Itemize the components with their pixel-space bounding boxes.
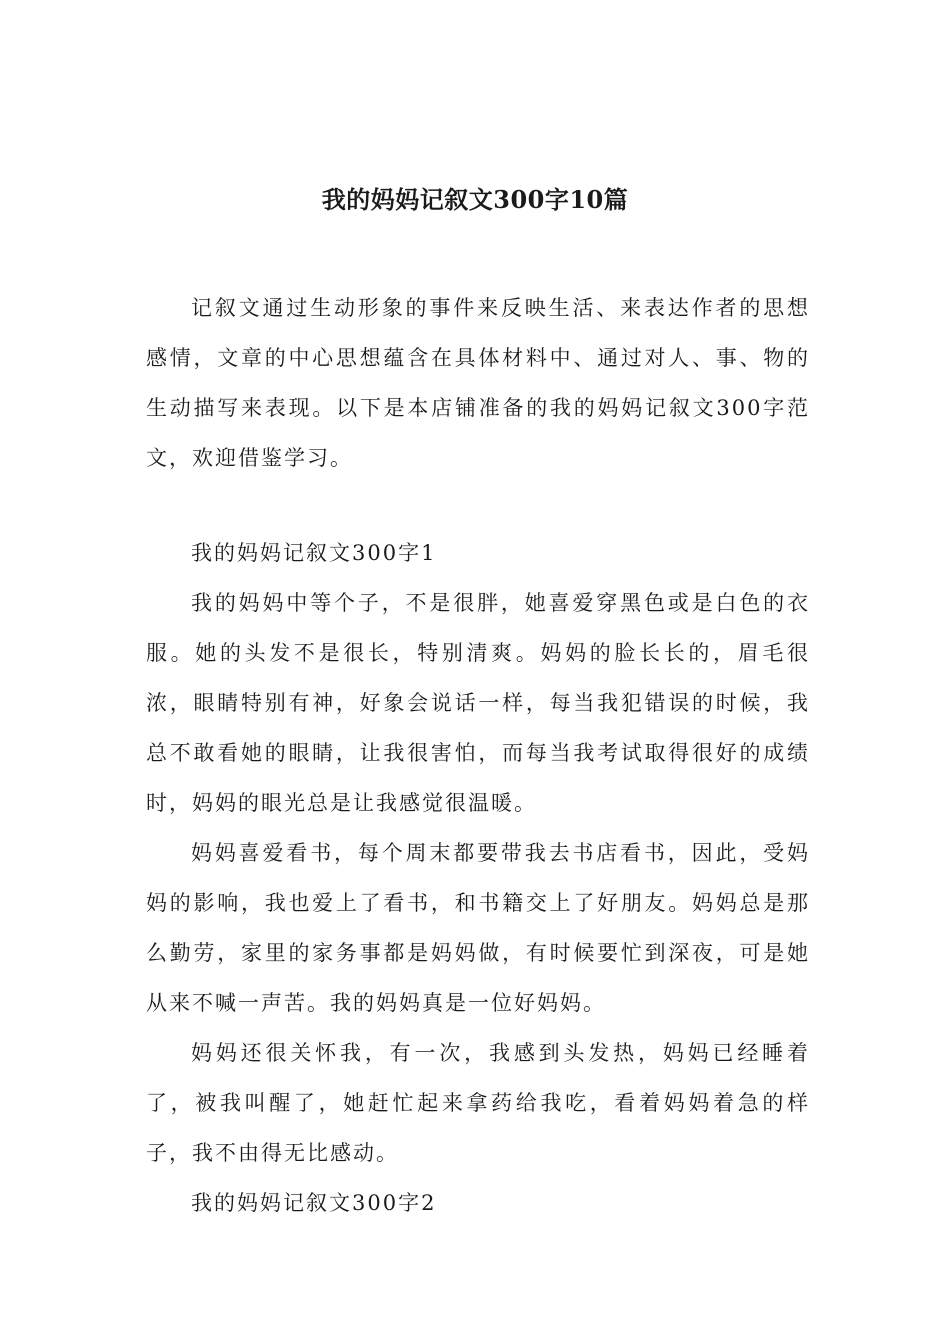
body-paragraph: 妈妈还很关怀我，有一次，我感到头发热，妈妈已经睡着了，被我叫醒了，她赶忙起来拿药给我吃，看着妈妈着急的样子，我不由得无比感动。 xyxy=(146,1041,810,1165)
document-title: 我的妈妈记叙文300字10篇 xyxy=(321,185,629,214)
section-heading: 我的妈妈记叙文300字2 xyxy=(191,1191,437,1215)
document-body xyxy=(146,283,810,1228)
body-paragraph: 我的妈妈中等个子，不是很胖，她喜爱穿黑色或是白色的衣服。她的头发不是很长，特别清爽。妈妈的脸长长的，眉毛很浓，眼睛特别有神，好象会说话一样，每当我犯错误的时候，我总不敢看她的眼睛，让我很害怕，而每当我考试取得很好的成绩时，妈妈的眼光总是让我感觉很温暖。 xyxy=(146,591,810,815)
section-heading: 我的妈妈记叙文300字1 xyxy=(191,541,437,565)
body-paragraph: 妈妈喜爱看书，每个周末都要带我去书店看书，因此，受妈妈的影响，我也爱上了看书，和书籍交上了好朋友。妈妈总是那么勤劳，家里的家务事都是妈妈做，有时候要忙到深夜，可是她从来不喊一声苦。我的妈妈真是一位好妈妈。 xyxy=(146,841,810,1015)
intro-paragraph: 记叙文通过生动形象的事件来反映生活、来表达作者的思想感情，文章的中心思想蕴含在具体材料中、通过对人、事、物的生动描写来表现。以下是本店铺准备的我的妈妈记叙文300字范文，欢迎借鉴学习。 xyxy=(146,296,810,470)
